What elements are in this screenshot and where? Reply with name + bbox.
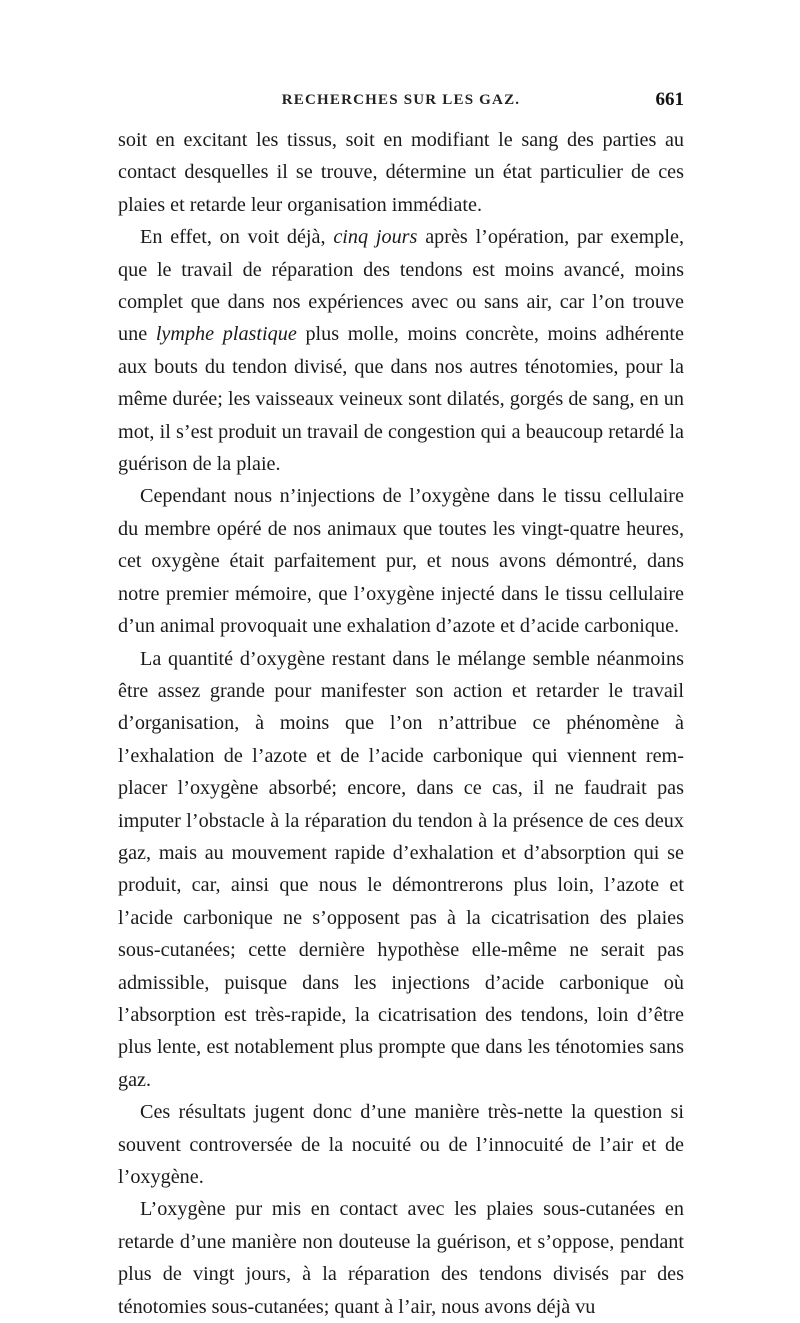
- paragraph-continuation: soit en excitant les tissus, soit en modifiant le sang des parties au contact desquelles il se trouve, détermine un état particulier de ces plaies et retarde leur organisation immédiate.: [118, 129, 684, 216]
- body-text: [118, 124, 684, 1323]
- running-head: [118, 89, 684, 116]
- paragraph-ces-resultats: Ces résultats jugent donc d’une manière très-nette la question si souvent controversée de la nocuité ou de l’innocuité de l’air et de l’oxygène.: [118, 1101, 684, 1188]
- italic-term-cinq-jours: cinq jours: [333, 226, 418, 249]
- paragraph-la-quantite: La quantité d’oxygène restant dans le mélange semble néanmoins être assez grande pour manifester son action et retarder le travail d’organisation, à moins que l’on n’attribue ce phénomène à l’exhalation de l’azote et de l’acide carbonique qui viennent remplacer l’oxygène absorbé; encore, dans ce cas, il ne faudrait pas imputer l’obstacle à la réparation du tendon à la présence de ces deux gaz, mais au mouvement rapide d’exhalation et d’absorption qui se produit, car, ainsi que nous le démontrerons plus loin, l’azote et l’acide carbonique ne s’opposent pas à la cicatrisation des plaies sous-cutanées; cette dernière hypothèse elle-même ne serait pas admissible, puisque dans les injections d’acide carbonique où l’absorption est très-rapide, la cicatrisation des tendons, loin d’être plus lente, est notablement plus prompte que dans les ténotomies sans gaz.: [118, 647, 684, 1091]
- paragraph-text: En effet, on voit déjà,: [140, 226, 334, 249]
- running-title: RECHERCHES SUR LES GAZ.: [281, 92, 521, 108]
- page-number: 661: [655, 89, 684, 110]
- paragraph-text: plus molle, moins concrète, moins adhérente aux bouts du tendon divisé, que dans nos autres ténotomies, pour la même durée; les vaisseaux veineux sont dilatés, gorgés de sang, en un mot, il s’est produit un travail de congestion qui a beaucoup retardé la guérison de la plaie.: [118, 323, 684, 476]
- paragraph-en-effet: [118, 221, 684, 480]
- paragraph-cependant: Cependant nous n’injections de l’oxygène dans le tissu cellulaire du membre opéré de nos animaux que toutes les vingt-quatre heures, cet oxygène était parfaitement pur, et nous avons démontré, dans notre premier mémoire, que l’oxygène injecté dans le tissu cellulaire d’un animal provoquait une exhalation d’azote et d’acide carbonique.: [118, 485, 684, 638]
- paragraph-text: après l’opération, par exemple, que le travail de réparation des tendons est moins avancé, moins complet que dans nos expériences avec ou sans air, car l’on trouve une: [118, 226, 684, 346]
- italic-term-lymphe-plastique: lymphe plastique: [155, 323, 297, 346]
- paragraph-oxygene-pur: L’oxygène pur mis en contact avec les plaies sous-cutanées en retarde d’une manière non douteuse la guérison, et s’oppose, pendant plus de vingt jours, à la réparation des tendons divisés par des ténotomies sous-cutanées; quant à l’air, nous avons déjà vu: [118, 1198, 684, 1318]
